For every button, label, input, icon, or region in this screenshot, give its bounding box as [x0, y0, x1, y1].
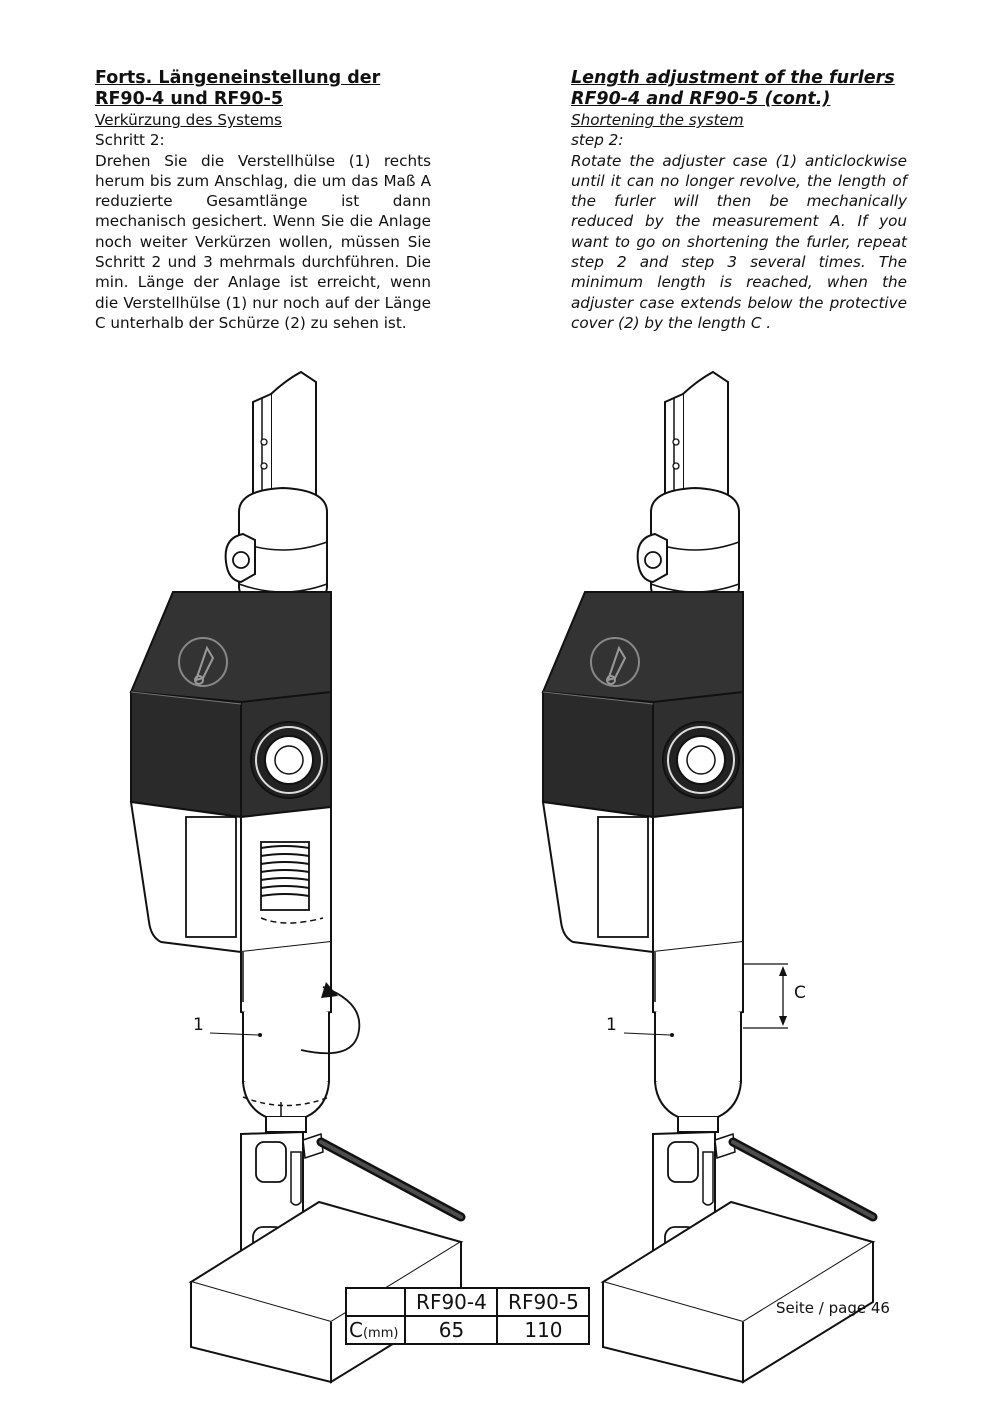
furler-right: [543, 372, 873, 1382]
callout-1-left: 1: [193, 1015, 204, 1035]
german-step: Schritt 2:: [95, 131, 165, 150]
table-header-rf90-5: RF90-5: [497, 1288, 589, 1316]
furler-left: [131, 372, 461, 1382]
dimension-c: [743, 964, 788, 1028]
english-step: step 2:: [571, 131, 624, 150]
table-value-rf90-5: 110: [497, 1316, 589, 1344]
english-title: Length adjustment of the furlers RF90-4 and RF90-5 (cont.): [571, 68, 895, 109]
table-row-label: [346, 1316, 405, 1344]
table-header-rf90-4: RF90-4: [405, 1288, 497, 1316]
row-label-c: C: [349, 1318, 363, 1342]
english-body: Rotate the adjuster case (1) anticlockwise until it can no longer revolve, the length of the furler will then be mechanically reduced by the measurement A. If you want to go on shortening the furler, repeat step 2 and step 3 several times. The minimum length is reached, when the adjuster case extends below the protective cover (2) by the length C .: [571, 151, 907, 332]
row-label-unit: (mm): [362, 1326, 399, 1341]
german-subtitle: Verkürzung des Systems: [95, 111, 282, 129]
dimension-table: [345, 1287, 590, 1345]
table-value-rf90-4: 65: [405, 1316, 497, 1344]
german-title: Forts. Längeneinstellung der RF90-4 und RF90-5: [95, 68, 381, 109]
callout-1-right: 1: [606, 1015, 617, 1035]
table-header-row: [346, 1288, 589, 1316]
german-body: Drehen Sie die Verstellhülse (1) rechts herum bis zum Anschlag, die um das Maß A reduzierte Gesamtlänge ist dann mechanisch gesichert. Wenn Sie die Anlage noch weiter Verkürzen wollen, müssen Sie Schritt 2 und 3 mehrmals durchführen. Die min. Länge der Anlage ist erreicht, wenn die Verstellhülse (1) nur noch auf der Länge C unterhalb der Schürze (2) zu sehen ist.: [95, 151, 431, 332]
table-row: [346, 1316, 589, 1344]
dimension-label-c: C: [794, 983, 806, 1003]
english-subtitle: Shortening the system: [571, 111, 744, 129]
page-footer: Seite / page 46: [776, 1299, 890, 1317]
table-corner-cell: [346, 1288, 405, 1316]
